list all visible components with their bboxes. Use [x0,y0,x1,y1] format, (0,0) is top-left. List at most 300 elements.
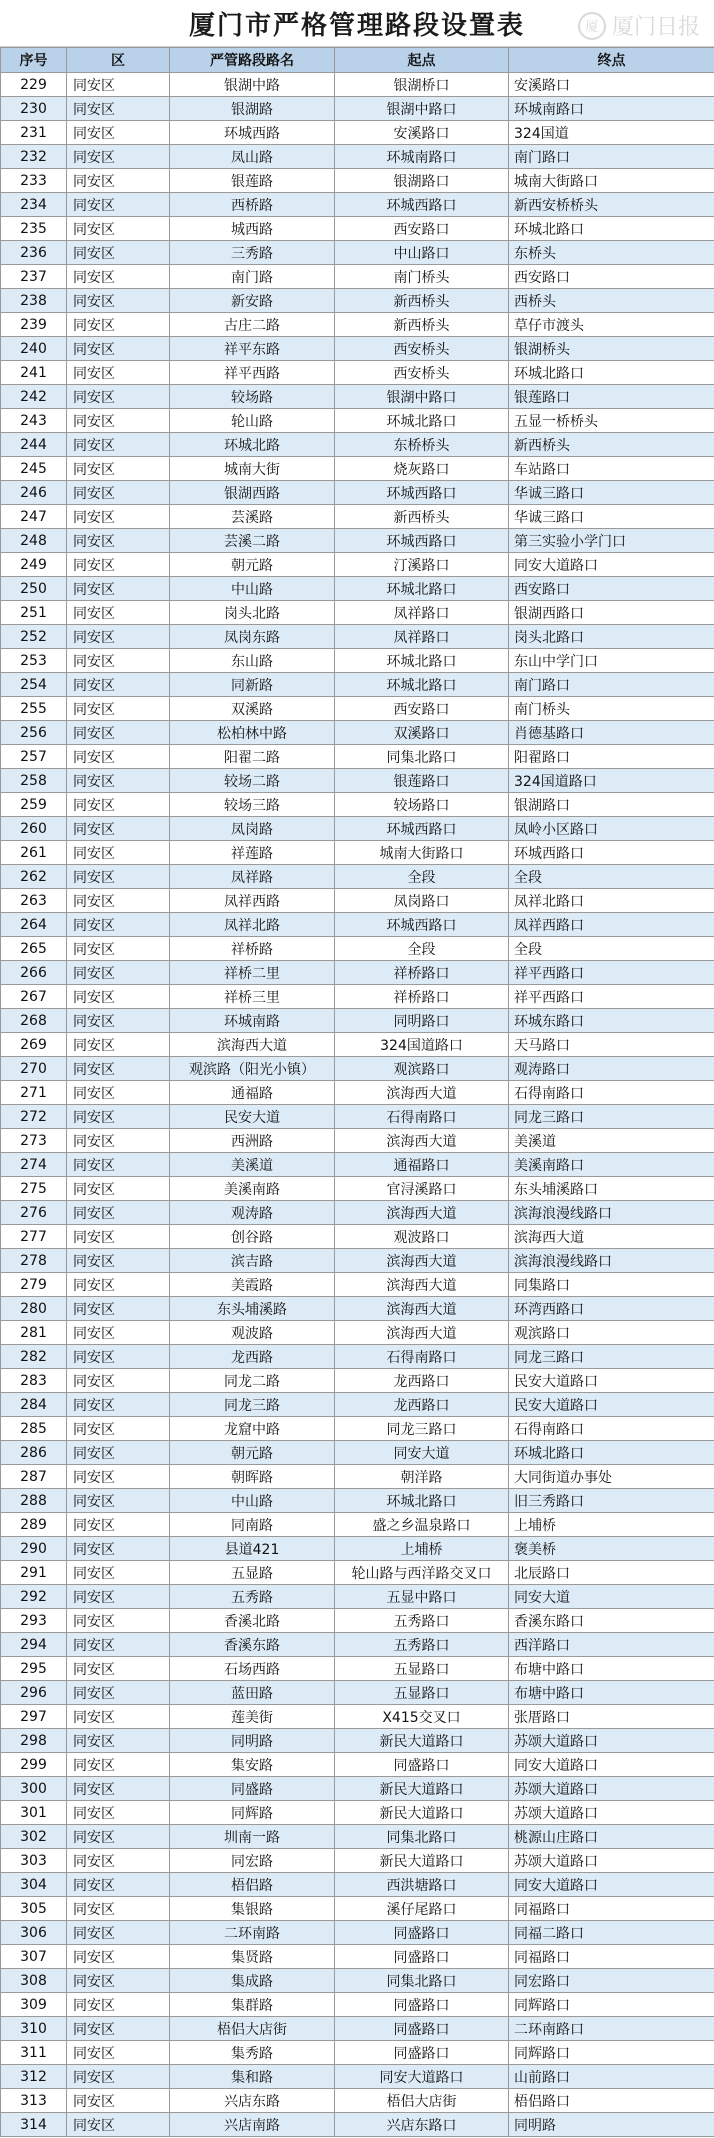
row-road-name: 通福路 [170,1081,335,1105]
row-index: 281 [1,1321,67,1345]
row-end: 环城北路口 [509,361,714,385]
row-end: 环城东路口 [509,1009,714,1033]
row-district: 同安区 [67,793,170,817]
row-index: 306 [1,1921,67,1945]
table-row [1,1801,714,1825]
row-start: 同盛路口 [335,2017,509,2041]
row-index: 253 [1,649,67,673]
row-district: 同安区 [67,505,170,529]
row-district: 同安区 [67,2065,170,2089]
row-road-name: 祥桥二里 [170,961,335,985]
row-index: 293 [1,1609,67,1633]
row-index: 289 [1,1513,67,1537]
table-row [1,73,714,97]
table-row [1,529,714,553]
row-end: 同福路口 [509,1897,714,1921]
row-end: 祥平西路口 [509,961,714,985]
table-row [1,241,714,265]
row-road-name: 银湖西路 [170,481,335,505]
table-row [1,1393,714,1417]
table-row [1,913,714,937]
row-end: 银湖西路口 [509,601,714,625]
row-start: 新民大道路口 [335,1801,509,1825]
table-row [1,433,714,457]
row-start: 环城西路口 [335,913,509,937]
row-district: 同安区 [67,1705,170,1729]
table-row [1,1633,714,1657]
row-road-name: 东山路 [170,649,335,673]
row-road-name: 凤山路 [170,145,335,169]
row-road-name: 观波路 [170,1321,335,1345]
row-end: 车站路口 [509,457,714,481]
row-road-name: 五秀路 [170,1585,335,1609]
row-road-name: 西桥路 [170,193,335,217]
row-index: 280 [1,1297,67,1321]
row-index: 257 [1,745,67,769]
row-road-name: 中山路 [170,577,335,601]
row-road-name: 集贤路 [170,1945,335,1969]
row-start: 轮山路与西洋路交叉口 [335,1561,509,1585]
row-road-name: 兴店东路 [170,2089,335,2113]
row-index: 238 [1,289,67,313]
row-index: 272 [1,1105,67,1129]
row-district: 同安区 [67,1225,170,1249]
row-end: 城南大街路口 [509,169,714,193]
row-end: 民安大道路口 [509,1369,714,1393]
row-district: 同安区 [67,1921,170,1945]
table-row [1,1081,714,1105]
row-end: 褒美桥 [509,1537,714,1561]
row-start: 祥桥路口 [335,985,509,1009]
row-district: 同安区 [67,1201,170,1225]
table-row [1,1921,714,1945]
row-end: 大同街道办事处 [509,1465,714,1489]
row-road-name: 环城北路 [170,433,335,457]
row-road-name: 集成路 [170,1969,335,1993]
row-district: 同安区 [67,145,170,169]
row-index: 279 [1,1273,67,1297]
row-start: 上埔桥 [335,1537,509,1561]
row-district: 同安区 [67,1489,170,1513]
row-end: 环城南路口 [509,97,714,121]
table-row [1,1465,714,1489]
row-start: 环城西路口 [335,481,509,505]
row-index: 301 [1,1801,67,1825]
row-district: 同安区 [67,193,170,217]
table-row [1,1177,714,1201]
row-start: 新民大道路口 [335,1729,509,1753]
row-index: 234 [1,193,67,217]
row-end: 凤祥北路口 [509,889,714,913]
row-end: 西安路口 [509,265,714,289]
row-end: 环城北路口 [509,1441,714,1465]
row-index: 266 [1,961,67,985]
table-row [1,2017,714,2041]
row-district: 同安区 [67,1177,170,1201]
row-road-name: 香溪北路 [170,1609,335,1633]
row-index: 254 [1,673,67,697]
row-road-name: 滨海西大道 [170,1033,335,1057]
header-start: 起点 [335,48,509,73]
row-start: 环城北路口 [335,673,509,697]
row-start: X415交叉口 [335,1705,509,1729]
table-row [1,865,714,889]
table-row [1,385,714,409]
row-district: 同安区 [67,1609,170,1633]
table-row [1,961,714,985]
row-district: 同安区 [67,1969,170,1993]
table-row [1,1129,714,1153]
row-road-name: 朝晖路 [170,1465,335,1489]
row-district: 同安区 [67,337,170,361]
row-index: 245 [1,457,67,481]
row-road-name: 滨吉路 [170,1249,335,1273]
row-district: 同安区 [67,385,170,409]
header-index: 序号 [1,48,67,73]
table-row [1,985,714,1009]
row-start: 银湖中路口 [335,385,509,409]
table-row [1,1105,714,1129]
row-district: 同安区 [67,1513,170,1537]
row-index: 300 [1,1777,67,1801]
row-end: 同安大道路口 [509,1873,714,1897]
row-district: 同安区 [67,97,170,121]
row-district: 同安区 [67,865,170,889]
row-end: 同安大道路口 [509,553,714,577]
table-row [1,1201,714,1225]
row-start: 朝洋路 [335,1465,509,1489]
row-district: 同安区 [67,1105,170,1129]
row-index: 308 [1,1969,67,1993]
row-start: 同盛路口 [335,1945,509,1969]
row-district: 同安区 [67,1009,170,1033]
row-index: 236 [1,241,67,265]
row-road-name: 城西路 [170,217,335,241]
row-end: 旧三秀路口 [509,1489,714,1513]
row-start: 滨海西大道 [335,1129,509,1153]
row-district: 同安区 [67,1897,170,1921]
table-row [1,625,714,649]
row-start: 同盛路口 [335,1921,509,1945]
row-road-name: 同龙三路 [170,1393,335,1417]
row-index: 241 [1,361,67,385]
row-index: 244 [1,433,67,457]
row-district: 同安区 [67,433,170,457]
row-start: 滨海西大道 [335,1249,509,1273]
header-road-name: 严管路段路名 [170,48,335,73]
row-index: 232 [1,145,67,169]
table-row [1,649,714,673]
row-index: 299 [1,1753,67,1777]
table-row [1,1561,714,1585]
row-district: 同安区 [67,265,170,289]
row-road-name: 美霞路 [170,1273,335,1297]
row-district: 同安区 [67,1873,170,1897]
row-end: 山前路口 [509,2065,714,2089]
row-index: 255 [1,697,67,721]
row-end: 环城西路口 [509,841,714,865]
row-district: 同安区 [67,1825,170,1849]
row-end: 同辉路口 [509,1993,714,2017]
row-index: 278 [1,1249,67,1273]
row-index: 303 [1,1849,67,1873]
row-end: 环湾西路口 [509,1297,714,1321]
row-end: 银湖桥头 [509,337,714,361]
row-start: 兴店东路口 [335,2113,509,2137]
table-row [1,1321,714,1345]
row-district: 同安区 [67,313,170,337]
row-start: 同集北路口 [335,745,509,769]
row-road-name: 同南路 [170,1513,335,1537]
row-index: 287 [1,1465,67,1489]
row-district: 同安区 [67,241,170,265]
row-start: 西安路口 [335,697,509,721]
table-row [1,337,714,361]
table-row [1,2041,714,2065]
row-district: 同安区 [67,937,170,961]
row-index: 247 [1,505,67,529]
table-row [1,1153,714,1177]
row-start: 观波路口 [335,1225,509,1249]
row-district: 同安区 [67,841,170,865]
row-index: 270 [1,1057,67,1081]
row-start: 同集北路口 [335,1825,509,1849]
row-district: 同安区 [67,1945,170,1969]
row-index: 264 [1,913,67,937]
row-end: 香溪东路口 [509,1609,714,1633]
row-start: 通福路口 [335,1153,509,1177]
row-index: 233 [1,169,67,193]
table-row [1,409,714,433]
table-row [1,841,714,865]
row-district: 同安区 [67,1369,170,1393]
row-end: 桃源山庄路口 [509,1825,714,1849]
table-row [1,1849,714,1873]
row-start: 滨海西大道 [335,1321,509,1345]
row-district: 同安区 [67,2113,170,2137]
table-row [1,1225,714,1249]
row-index: 237 [1,265,67,289]
row-road-name: 较场三路 [170,793,335,817]
table-row [1,1249,714,1273]
row-district: 同安区 [67,1465,170,1489]
row-start: 同盛路口 [335,2041,509,2065]
table-row [1,937,714,961]
row-start: 五秀路口 [335,1609,509,1633]
row-end: 全段 [509,865,714,889]
row-index: 268 [1,1009,67,1033]
row-index: 246 [1,481,67,505]
row-index: 249 [1,553,67,577]
row-start: 中山路口 [335,241,509,265]
table-row [1,793,714,817]
row-road-name: 凤祥北路 [170,913,335,937]
row-end: 祥平西路口 [509,985,714,1009]
row-district: 同安区 [67,769,170,793]
row-end: 苏颂大道路口 [509,1849,714,1873]
row-end: 同福路口 [509,1945,714,1969]
table-row [1,1969,714,1993]
row-end: 同辉路口 [509,2041,714,2065]
row-district: 同安区 [67,601,170,625]
row-road-name: 环城南路 [170,1009,335,1033]
row-end: 苏颂大道路口 [509,1777,714,1801]
row-road-name: 同明路 [170,1729,335,1753]
row-start: 五显中路口 [335,1585,509,1609]
row-start: 西安路口 [335,217,509,241]
row-start: 西洪塘路口 [335,1873,509,1897]
row-district: 同安区 [67,1801,170,1825]
table-row [1,2065,714,2089]
row-end: 华诚三路口 [509,505,714,529]
row-road-name: 龙窟中路 [170,1417,335,1441]
row-road-name: 三秀路 [170,241,335,265]
row-start: 同安大道 [335,1441,509,1465]
row-start: 新西桥头 [335,505,509,529]
row-road-name: 二环南路 [170,1921,335,1945]
header-district: 区 [67,48,170,73]
row-index: 298 [1,1729,67,1753]
row-road-name: 同辉路 [170,1801,335,1825]
row-index: 285 [1,1417,67,1441]
title-bar [0,0,714,47]
row-start: 环城西路口 [335,529,509,553]
row-road-name: 集群路 [170,1993,335,2017]
row-district: 同安区 [67,1057,170,1081]
row-start: 东桥桥头 [335,433,509,457]
row-road-name: 梧侣路 [170,1873,335,1897]
row-end: 北辰路口 [509,1561,714,1585]
table-row [1,553,714,577]
row-road-name: 较场路 [170,385,335,409]
row-end: 西洋路口 [509,1633,714,1657]
row-start: 同安大道路口 [335,2065,509,2089]
watermark [578,10,700,41]
row-district: 同安区 [67,817,170,841]
row-index: 288 [1,1489,67,1513]
row-district: 同安区 [67,1081,170,1105]
row-road-name: 美溪南路 [170,1177,335,1201]
table-row [1,1513,714,1537]
row-district: 同安区 [67,73,170,97]
row-end: 同安大道路口 [509,1753,714,1777]
table-row [1,1705,714,1729]
row-end: 石得南路口 [509,1417,714,1441]
row-start: 官浔溪路口 [335,1177,509,1201]
row-index: 242 [1,385,67,409]
row-end: 苏颂大道路口 [509,1801,714,1825]
table-row [1,2089,714,2113]
row-road-name: 兴店南路 [170,2113,335,2137]
row-end: 上埔桥 [509,1513,714,1537]
row-start: 环城北路口 [335,409,509,433]
row-index: 286 [1,1441,67,1465]
row-start: 银湖路口 [335,169,509,193]
row-index: 258 [1,769,67,793]
table-row [1,1009,714,1033]
row-end: 张厝路口 [509,1705,714,1729]
row-road-name: 城南大街 [170,457,335,481]
table-row [1,1945,714,1969]
row-road-name: 同宏路 [170,1849,335,1873]
row-end: 同安大道 [509,1585,714,1609]
table-row [1,1033,714,1057]
row-start: 环城西路口 [335,193,509,217]
row-district: 同安区 [67,1849,170,1873]
row-start: 城南大街路口 [335,841,509,865]
row-start: 环城北路口 [335,1489,509,1513]
row-district: 同安区 [67,121,170,145]
row-road-name: 芸溪路 [170,505,335,529]
row-start: 溪仔尾路口 [335,1897,509,1921]
row-end: 南门路口 [509,673,714,697]
row-end: 阳翟路口 [509,745,714,769]
table-row [1,121,714,145]
row-index: 312 [1,2065,67,2089]
row-index: 309 [1,1993,67,2017]
row-start: 盛之乡温泉路口 [335,1513,509,1537]
row-start: 滨海西大道 [335,1273,509,1297]
table-row [1,1897,714,1921]
table-row [1,361,714,385]
row-start: 祥桥路口 [335,961,509,985]
row-index: 267 [1,985,67,1009]
row-road-name: 集安路 [170,1753,335,1777]
row-index: 274 [1,1153,67,1177]
row-start: 银湖中路口 [335,97,509,121]
row-road-name: 民安大道 [170,1105,335,1129]
row-district: 同安区 [67,577,170,601]
row-road-name: 新安路 [170,289,335,313]
row-district: 同安区 [67,361,170,385]
row-end: 民安大道路口 [509,1393,714,1417]
road-table [0,47,714,2137]
row-index: 259 [1,793,67,817]
row-road-name: 创谷路 [170,1225,335,1249]
row-district: 同安区 [67,889,170,913]
row-road-name: 银莲路 [170,169,335,193]
row-start: 同龙三路口 [335,1417,509,1441]
row-start: 324国道路口 [335,1033,509,1057]
row-end: 滨海浪漫线路口 [509,1249,714,1273]
row-index: 290 [1,1537,67,1561]
table-row [1,1873,714,1897]
row-start: 西安桥头 [335,361,509,385]
table-row [1,1489,714,1513]
row-district: 同安区 [67,721,170,745]
row-index: 230 [1,97,67,121]
row-start: 环城北路口 [335,649,509,673]
table-row [1,1777,714,1801]
row-end: 观滨路口 [509,1321,714,1345]
row-road-name: 圳南一路 [170,1825,335,1849]
row-index: 314 [1,2113,67,2137]
row-district: 同安区 [67,1345,170,1369]
row-start: 同明路口 [335,1009,509,1033]
row-road-name: 凤岗路 [170,817,335,841]
row-start: 新西桥头 [335,289,509,313]
row-road-name: 石场西路 [170,1657,335,1681]
table-row [1,1753,714,1777]
table-row [1,697,714,721]
row-start: 凤祥路口 [335,625,509,649]
row-end: 二环南路口 [509,2017,714,2041]
table-row [1,1297,714,1321]
row-start: 梧侣大店街 [335,2089,509,2113]
row-end: 五显一桥桥头 [509,409,714,433]
table-row [1,1825,714,1849]
row-end: 华诚三路口 [509,481,714,505]
